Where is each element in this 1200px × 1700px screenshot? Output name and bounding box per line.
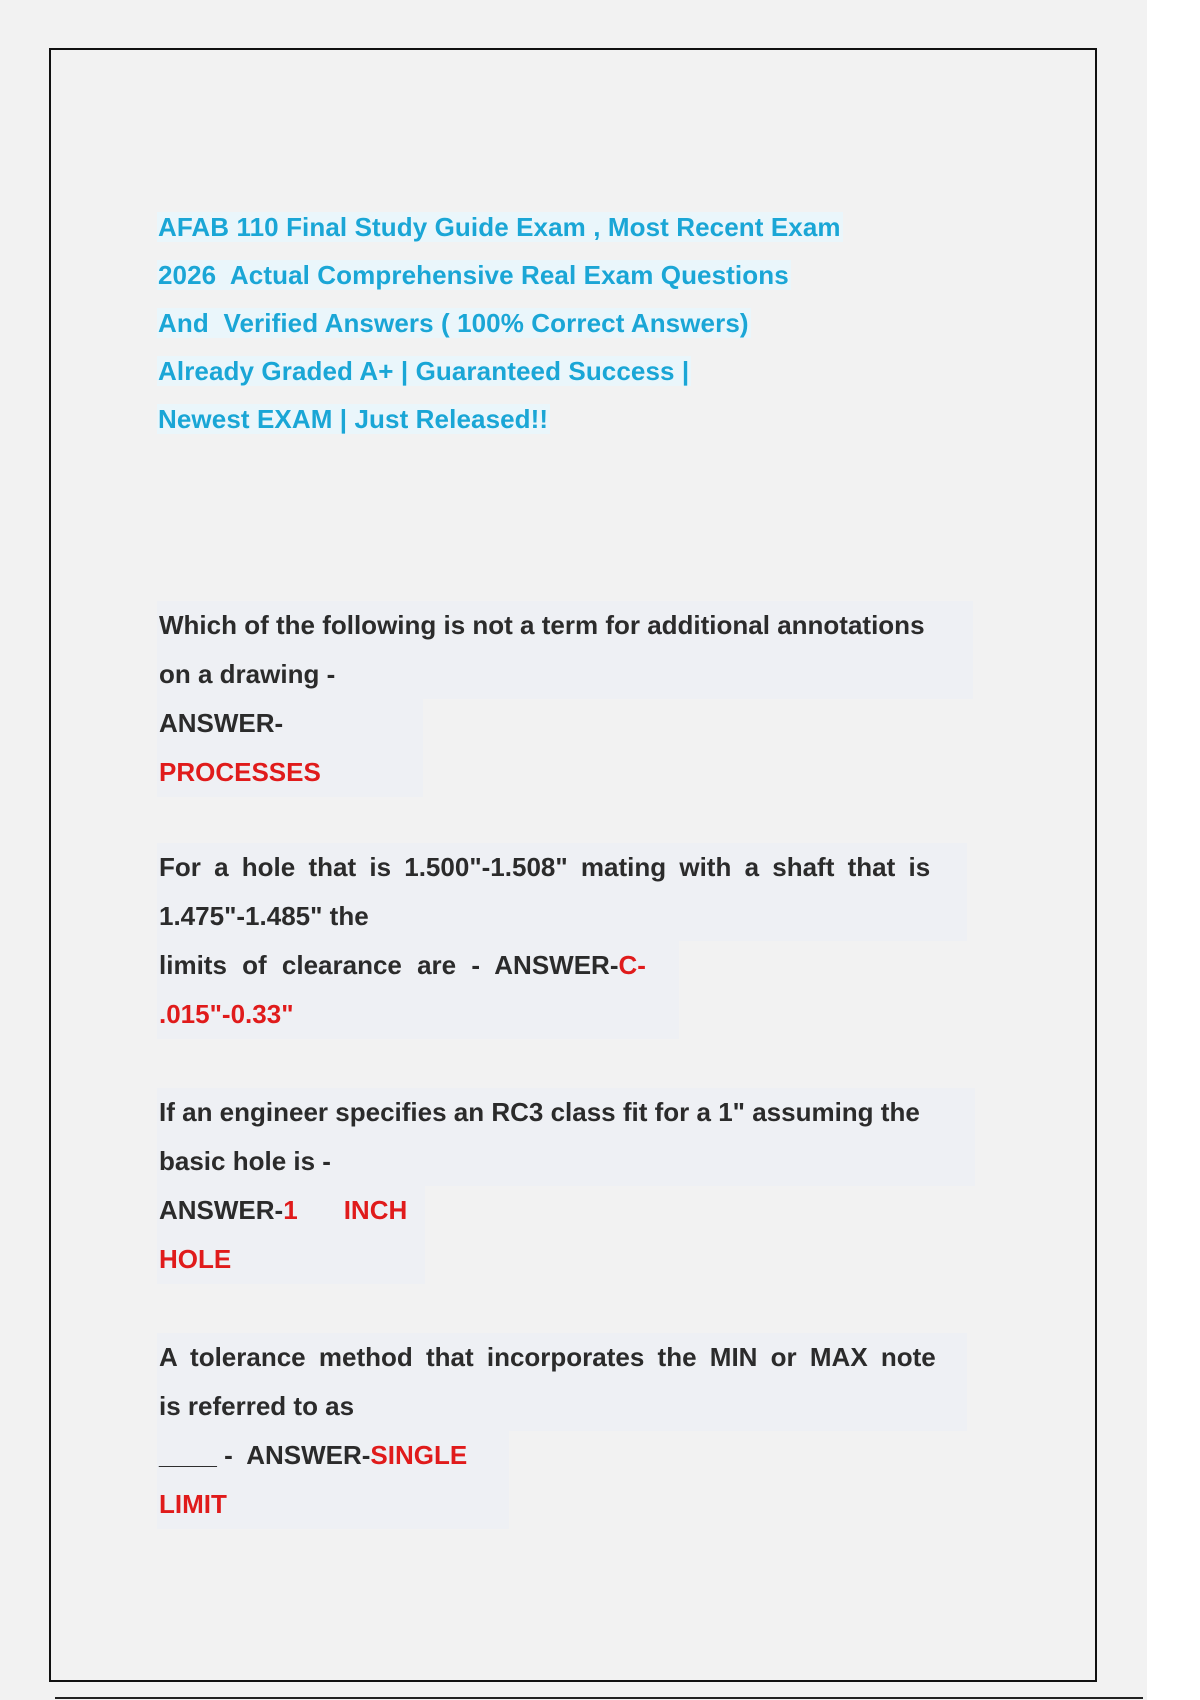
answer-4-blank: ____	[159, 1440, 217, 1470]
answer-2-value-part-2: .015"-0.33"	[159, 999, 294, 1029]
title-line-2: 2026 Actual Comprehensive Real Exam Questions	[158, 260, 789, 290]
question-3	[157, 1088, 975, 1284]
question-1	[157, 601, 973, 797]
answer-3-value-part-1: 1	[283, 1195, 298, 1225]
answer-3-label: ANSWER-	[159, 1195, 284, 1225]
answer-2-value-part-1: C-	[618, 950, 646, 980]
question-3-line-2: basic hole is -	[159, 1146, 331, 1176]
question-3-answer	[157, 1186, 425, 1284]
document-title	[157, 212, 843, 452]
title-line-1: AFAB 110 Final Study Guide Exam , Most Recent Exam	[158, 212, 841, 242]
question-2	[157, 843, 967, 1039]
question-3-text	[157, 1088, 975, 1186]
question-3-line-1: If an engineer specifies an RC3 class fit for a 1" assuming the	[159, 1097, 920, 1127]
question-1-answer	[157, 699, 423, 797]
question-1-text	[157, 601, 973, 699]
answer-4-value-part-1: SINGLE	[370, 1440, 468, 1470]
question-2-answer	[157, 941, 679, 1039]
title-line-4: Already Graded A+ | Guaranteed Success |	[158, 356, 690, 386]
question-2-line-1: For a hole that is 1.500"-1.508" mating with a shaft that is	[159, 852, 931, 882]
answer-3-value-part-3: HOLE	[159, 1244, 232, 1274]
answer-2-prefix: limits of clearance are - ANSWER-	[159, 950, 619, 980]
answer-4-value-part-2: LIMIT	[159, 1489, 227, 1519]
question-4-line-2: is referred to as	[159, 1391, 355, 1421]
question-2-text	[157, 843, 967, 941]
page-bottom-rule	[55, 1697, 1143, 1699]
question-4	[157, 1333, 967, 1529]
answer-1-label: ANSWER-	[159, 708, 284, 738]
question-2-line-2: 1.475"-1.485" the	[159, 901, 369, 931]
title-line-3: And Verified Answers ( 100% Correct Answers)	[158, 308, 749, 338]
answer-4-prefix: - ANSWER-	[216, 1440, 371, 1470]
question-1-line-2: on a drawing -	[159, 659, 336, 689]
question-4-answer	[157, 1431, 509, 1529]
answer-3-value-part-2: INCH	[343, 1195, 408, 1225]
question-1-line-1: Which of the following is not a term for additional annotations	[159, 610, 925, 640]
title-line-5: Newest EXAM | Just Released!!	[158, 404, 549, 434]
answer-1-value: PROCESSES	[159, 757, 321, 787]
question-4-text	[157, 1333, 967, 1431]
question-4-line-1: A tolerance method that incorporates the MIN or MAX note	[159, 1342, 936, 1372]
